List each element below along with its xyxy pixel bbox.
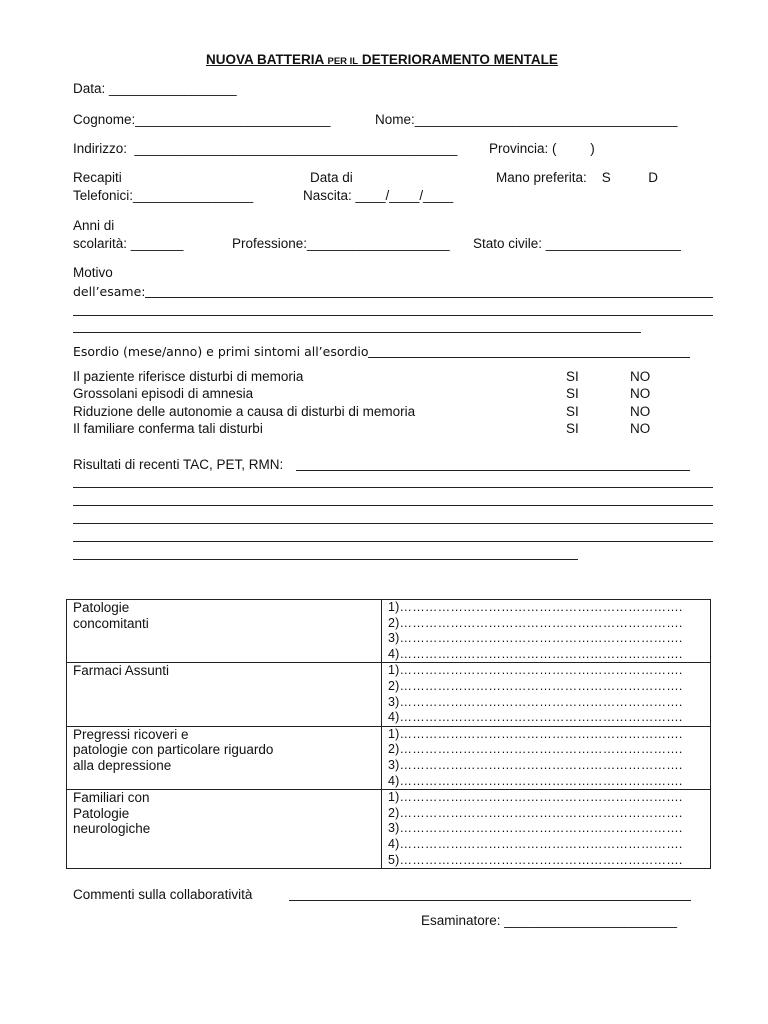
entry-line[interactable]: 1)…………………………………………………………. [388, 600, 683, 614]
entry-line[interactable]: 2)…………………………………………………………. [388, 742, 683, 757]
title-part-1: NUOVA BATTERIA [206, 52, 328, 67]
row-label-line: Patologie [73, 600, 130, 615]
question-no-option[interactable]: NO [630, 369, 651, 384]
row-label-line: patologie con particolare riguardo [73, 742, 274, 758]
title-part-3: DETERIORAMENTO MENTALE [358, 52, 558, 67]
provincia-field[interactable]: Provincia: ( ) [489, 141, 595, 156]
nascita-field[interactable]: Nascita: ____/____/____ [303, 188, 454, 203]
table-row-label [67, 600, 382, 663]
question-text: Il familiare conferma tali disturbi [73, 421, 263, 436]
entry-line[interactable]: 4)…………………………………………………………. [388, 773, 683, 788]
question-yes-option[interactable]: SI [566, 369, 579, 384]
risultati-line-3[interactable] [73, 505, 713, 506]
row-label-line: neurologiche [73, 821, 151, 837]
risultati-line-2[interactable] [73, 487, 713, 488]
scolarita-field[interactable]: scolarità: _______ [73, 236, 184, 251]
table-row-entries[interactable] [382, 726, 711, 789]
data-field[interactable]: Data: _________________ [73, 81, 237, 96]
mano-preferita-field[interactable]: Mano preferita: S D [496, 170, 659, 185]
table-row-entries[interactable] [382, 600, 711, 663]
risultati-line-5[interactable] [73, 541, 713, 542]
entry-line[interactable]: 5)…………………………………………………………. [388, 852, 683, 867]
question-yes-option[interactable]: SI [566, 421, 579, 436]
entry-line[interactable]: 3)…………………………………………………………. [388, 631, 683, 646]
table-row-label [67, 790, 382, 869]
telefonici-field[interactable]: Telefonici:________________ [73, 188, 254, 203]
row-label-line: Patologie [73, 805, 130, 821]
commenti-line[interactable] [289, 900, 691, 901]
commenti-label: Commenti sulla collaboratività [73, 887, 253, 902]
entry-line[interactable]: 3)…………………………………………………………. [388, 821, 683, 836]
entry-line[interactable]: 1)…………………………………………………………. [388, 663, 683, 678]
entry-line[interactable]: 4)…………………………………………………………. [388, 646, 683, 661]
entry-line[interactable]: 2)…………………………………………………………. [388, 615, 683, 630]
row-label-line: Farmaci Assunti [73, 663, 170, 679]
question-text: Riduzione delle autonomie a causa di disturbi di memoria [73, 404, 416, 419]
table-row-label [67, 663, 382, 726]
title-part-2: PER IL [327, 56, 359, 67]
recapiti-label: Recapiti [73, 170, 122, 185]
entry-line[interactable]: 4)…………………………………………………………. [388, 710, 683, 725]
entry-line[interactable]: 3)…………………………………………………………. [388, 757, 683, 772]
history-table [66, 599, 711, 869]
indirizzo-field[interactable]: Indirizzo: ___________________________________________ [73, 141, 458, 156]
question-yes-option[interactable]: SI [566, 404, 579, 419]
motivo-line-1[interactable] [145, 297, 713, 298]
question-no-option[interactable]: NO [630, 421, 651, 436]
anni-di-label: Anni di [73, 218, 115, 233]
table-row-label [67, 726, 382, 789]
table-row [67, 600, 711, 663]
row-label-line: Familiari con [73, 790, 150, 806]
entry-line[interactable]: 2)…………………………………………………………. [388, 805, 683, 820]
data-di-label: Data di [310, 170, 353, 185]
esaminatore-field[interactable]: Esaminatore: _______________________ [421, 913, 677, 928]
table-row [67, 726, 711, 789]
professione-field[interactable]: Professione:___________________ [232, 236, 450, 251]
motivo-esame-label: dell’esame: [73, 284, 146, 299]
esordio-line[interactable] [368, 357, 690, 358]
question-text: Grossolani episodi di amnesia [73, 386, 254, 401]
risultati-label: Risultati di recenti TAC, PET, RMN: [73, 457, 284, 472]
risultati-line-4[interactable] [73, 523, 713, 524]
table-row [67, 663, 711, 726]
table-row-entries[interactable] [382, 663, 711, 726]
row-label-line: alla depressione [73, 757, 172, 773]
question-yes-option[interactable]: SI [566, 386, 579, 401]
motivo-line-2[interactable] [73, 315, 713, 316]
motivo-label: Motivo [73, 265, 113, 280]
stato-civile-field[interactable]: Stato civile: __________________ [473, 236, 681, 251]
risultati-line-1[interactable] [296, 470, 690, 471]
question-no-option[interactable]: NO [630, 404, 651, 419]
form-title [206, 52, 558, 70]
row-label-line: Pregressi ricoveri e [73, 726, 189, 742]
table-row [67, 790, 711, 869]
question-text: Il paziente riferisce disturbi di memoria [73, 369, 304, 384]
table-row-entries[interactable] [382, 790, 711, 869]
entry-line[interactable]: 2)…………………………………………………………. [388, 678, 683, 693]
esordio-label: Esordio (mese/anno) e primi sintomi all’esordio [73, 344, 369, 359]
entry-line[interactable]: 1)…………………………………………………………. [388, 726, 683, 741]
question-no-option[interactable]: NO [630, 386, 651, 401]
nome-field[interactable]: Nome:___________________________________ [375, 112, 678, 127]
entry-line[interactable]: 4)…………………………………………………………. [388, 836, 683, 851]
risultati-line-6[interactable] [73, 559, 578, 560]
entry-line[interactable]: 3)…………………………………………………………. [388, 694, 683, 709]
row-label-line: concomitanti [73, 615, 149, 631]
cognome-field[interactable]: Cognome:__________________________ [73, 112, 331, 127]
motivo-line-3[interactable] [73, 332, 641, 333]
entry-line[interactable]: 1)…………………………………………………………. [388, 790, 683, 805]
